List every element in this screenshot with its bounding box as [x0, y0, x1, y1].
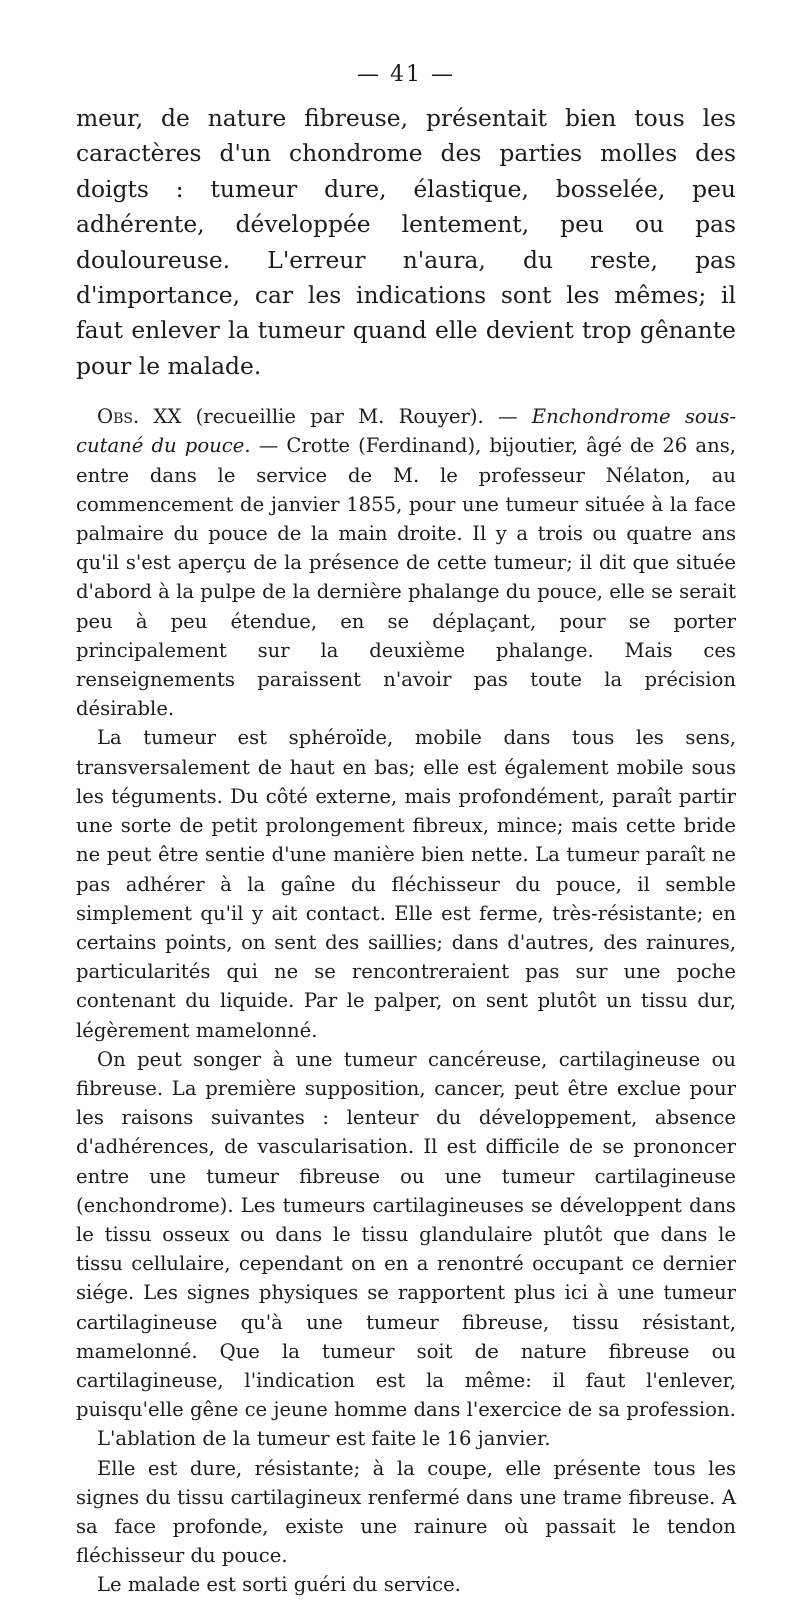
- observation-paragraph: Le malade est sorti guéri du service.: [97, 1573, 461, 1597]
- intro-section: [76, 101, 736, 384]
- observation-paragraph: Elle est dure, résistante; à la coupe, elle présente tous les signes du tissu cartilagineux renfermé dans une trame fibreuse. A sa face profonde, existe une rainure où passait le tendon fléchisseur du pouce.: [76, 1456, 736, 1568]
- observation-paragraph: On peut songer à une tumeur cancéreuse, cartilagineuse ou fibreuse. La première supposition, cancer, peut être exclue pour les raisons suivantes : lenteur du développement, absence d'adhérences, de vascularisation. Il est difficile de se prononcer entre une tumeur fibreuse ou une tumeur cartilagineuse (enchondrome). Les tumeurs cartilagineuses se développent dans le tissu osseux ou dans le tissu glandulaire plutôt que dans le tissu cellulaire, cependant on en a renontré occupant ce dernier siége. Les signes physiques se rapportent plus ici à une tumeur cartilagineuse qu'à une tumeur fibreuse, tissu résistant, mamelonné. Que la tumeur soit de nature fibreuse ou cartilagineuse, l'indication est la même: il faut l'enlever, puisqu'elle gêne ce jeune homme dans l'exercice de sa profession.: [76, 1047, 736, 1422]
- observation-first-paragraph: — Crotte (Ferdinand), bijoutier, âgé de 26 ans, entre dans le service de M. le professeur Nélaton, au commencement de janvier 1855, pour une tumeur située à la face palmaire du pouce de la main droite. Il y a trois ou quatre ans qu'il s'est aperçu de la présence de cette tumeur; il dit que située d'abord à la pulpe de la dernière phalange du pouce, elle se serait peu à peu étendue, en se déplaçant, pour se porter principalement sur la deuxième phalange. Mais ces renseignements paraissent n'avoir pas toute la précision désirable.: [76, 434, 736, 721]
- book-page: [76, 62, 736, 1600]
- intro-paragraph: meur, de nature fibreuse, présentait bien tous les caractères d'un chondrome des parties molles des doigts : tumeur dure, élastique, bosselée, peu adhérente, développée lentement, peu ou pas douloureuse. L'erreur n'aura, du reste, pas d'importance, car les indications sont les mêmes; il faut enlever la tumeur quand elle devient trop gênante pour le malade.: [76, 104, 736, 380]
- page-number: — 41 —: [357, 62, 455, 87]
- observation-label: Obs. XX: [97, 405, 182, 429]
- observation-paragraph: L'ablation de la tumeur est faite le 16 janvier.: [97, 1427, 551, 1451]
- observation-paragraph: La tumeur est sphéroïde, mobile dans tous les sens, transversalement de haut en bas; elle est également mobile sous les téguments. Du côté externe, mais profondément, paraît partir une sorte de petit prolongement fibreux, mince; mais cette bride ne peut être sentie d'une manière bien nette. La tumeur paraît ne pas adhérer à la gaîne du fléchisseur du pouce, il semble simplement qu'il y ait contact. Elle est ferme, très-résistante; en certains points, on sent des saillies; dans d'autres, des rainures, particularités qui ne se rencontreraient pas sur une poche contenant du liquide. Par le palper, on sent plutôt un tissu dur, légèrement mamelonné.: [76, 726, 736, 1042]
- observation-section: [76, 402, 736, 1599]
- observation-source: (recueillie par M. Rouyer). —: [181, 405, 532, 429]
- observation-title: Enchondrome sous-cutané du pouce.: [76, 405, 736, 458]
- observation-header-paragraph: [76, 402, 736, 723]
